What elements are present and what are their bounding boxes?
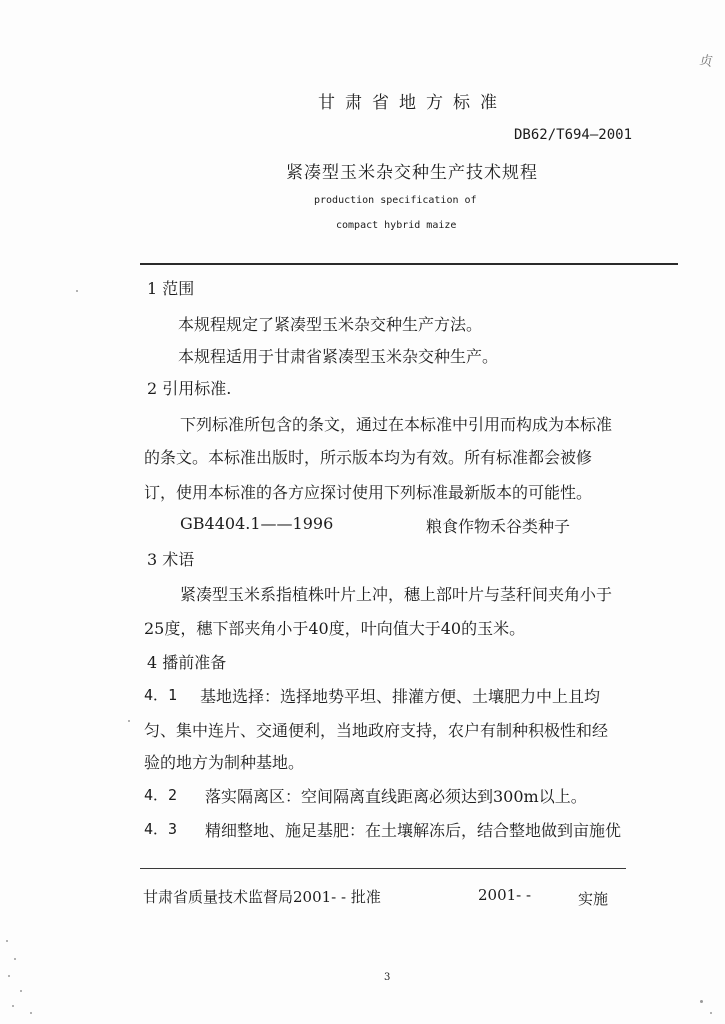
section-4-heading: 4 播前准备 [147,653,227,672]
implementation-date: 2001- - [478,886,532,904]
margin-handwritten-mark: 贞 [698,52,715,71]
scan-speck [12,1005,14,1007]
scan-speck [700,1000,703,1003]
scan-speck [8,975,10,977]
footer-rule [140,868,626,869]
clause-4-2-line-1: 落实隔离区：空间隔离直线距离必须达到300m以上。 [205,787,587,806]
section-2-paragraph-line-3: 订，使用本标准的各方应探讨使用下列标准最新版本的可能性。 [144,483,593,502]
clause-4-2-number: 4．2 [144,786,178,804]
issued-by-statement: 甘肃省质量技术监督局2001- - 批准 [143,888,381,906]
header-rule [140,263,678,265]
clause-4-3-line-1: 精细整地、施足基肥：在土壤解冻后，结合整地做到亩施优 [205,821,622,840]
document-title: 紧凑型玉米杂交种生产技术规程 [286,163,538,183]
reference-name: 粮食作物禾谷类种子 [426,517,571,536]
section-2-paragraph-line-1: 下列标准所包含的条文，通过在本标准中引用而构成为本标准 [180,415,613,434]
english-title-line-2: compact hybrid maize [336,220,457,231]
implementation-label: 实施 [578,890,609,908]
section-3-heading: 3 术语 [147,550,195,569]
scan-speck [710,1012,712,1014]
clause-4-3-number: 4．3 [144,820,178,838]
clause-4-1-number: 4．1 [144,686,178,704]
section-1-paragraph-2: 本规程适用于甘肃省紧凑型玉米杂交种生产。 [178,347,499,366]
scan-speck [6,940,8,942]
reference-code: GB4404.1——1996 [180,514,334,533]
clause-4-1-line-1: 基地选择：选择地势平坦、排灌方便、土壤肥力中上且均 [200,687,601,706]
english-title-line-1: production specification of [314,195,477,206]
section-2-heading: 2 引用标准. [147,379,232,398]
standard-type-title: 甘肃省地方标准 [318,93,507,113]
standard-code: DB62/T694—2001 [514,127,633,143]
scan-speck [14,958,16,960]
section-1-paragraph-1: 本规程规定了紧凑型玉米杂交种生产方法。 [178,315,483,334]
scan-speck [20,990,22,992]
clause-4-1-line-3: 验的地方为制种基地。 [144,753,305,772]
section-3-paragraph-line-2: 25度，穗下部夹角小于40度，叶向值大于40的玉米。 [144,619,526,638]
section-2-paragraph-line-2: 的条文。本标准出版时，所示版本均为有效。所有标准都会被修 [144,448,593,467]
scan-speck [76,290,78,292]
scan-speck [128,720,130,722]
section-1-heading: 1 范围 [147,279,195,298]
page-number: 3 [384,972,391,983]
scan-speck [30,1012,32,1014]
clause-4-1-line-2: 匀、集中连片、交通便利，当地政府支持，农户有制种积极性和经 [144,721,609,740]
section-3-paragraph-line-1: 紧凑型玉米系指植株叶片上冲，穗上部叶片与茎秆间夹角小于 [180,585,613,604]
